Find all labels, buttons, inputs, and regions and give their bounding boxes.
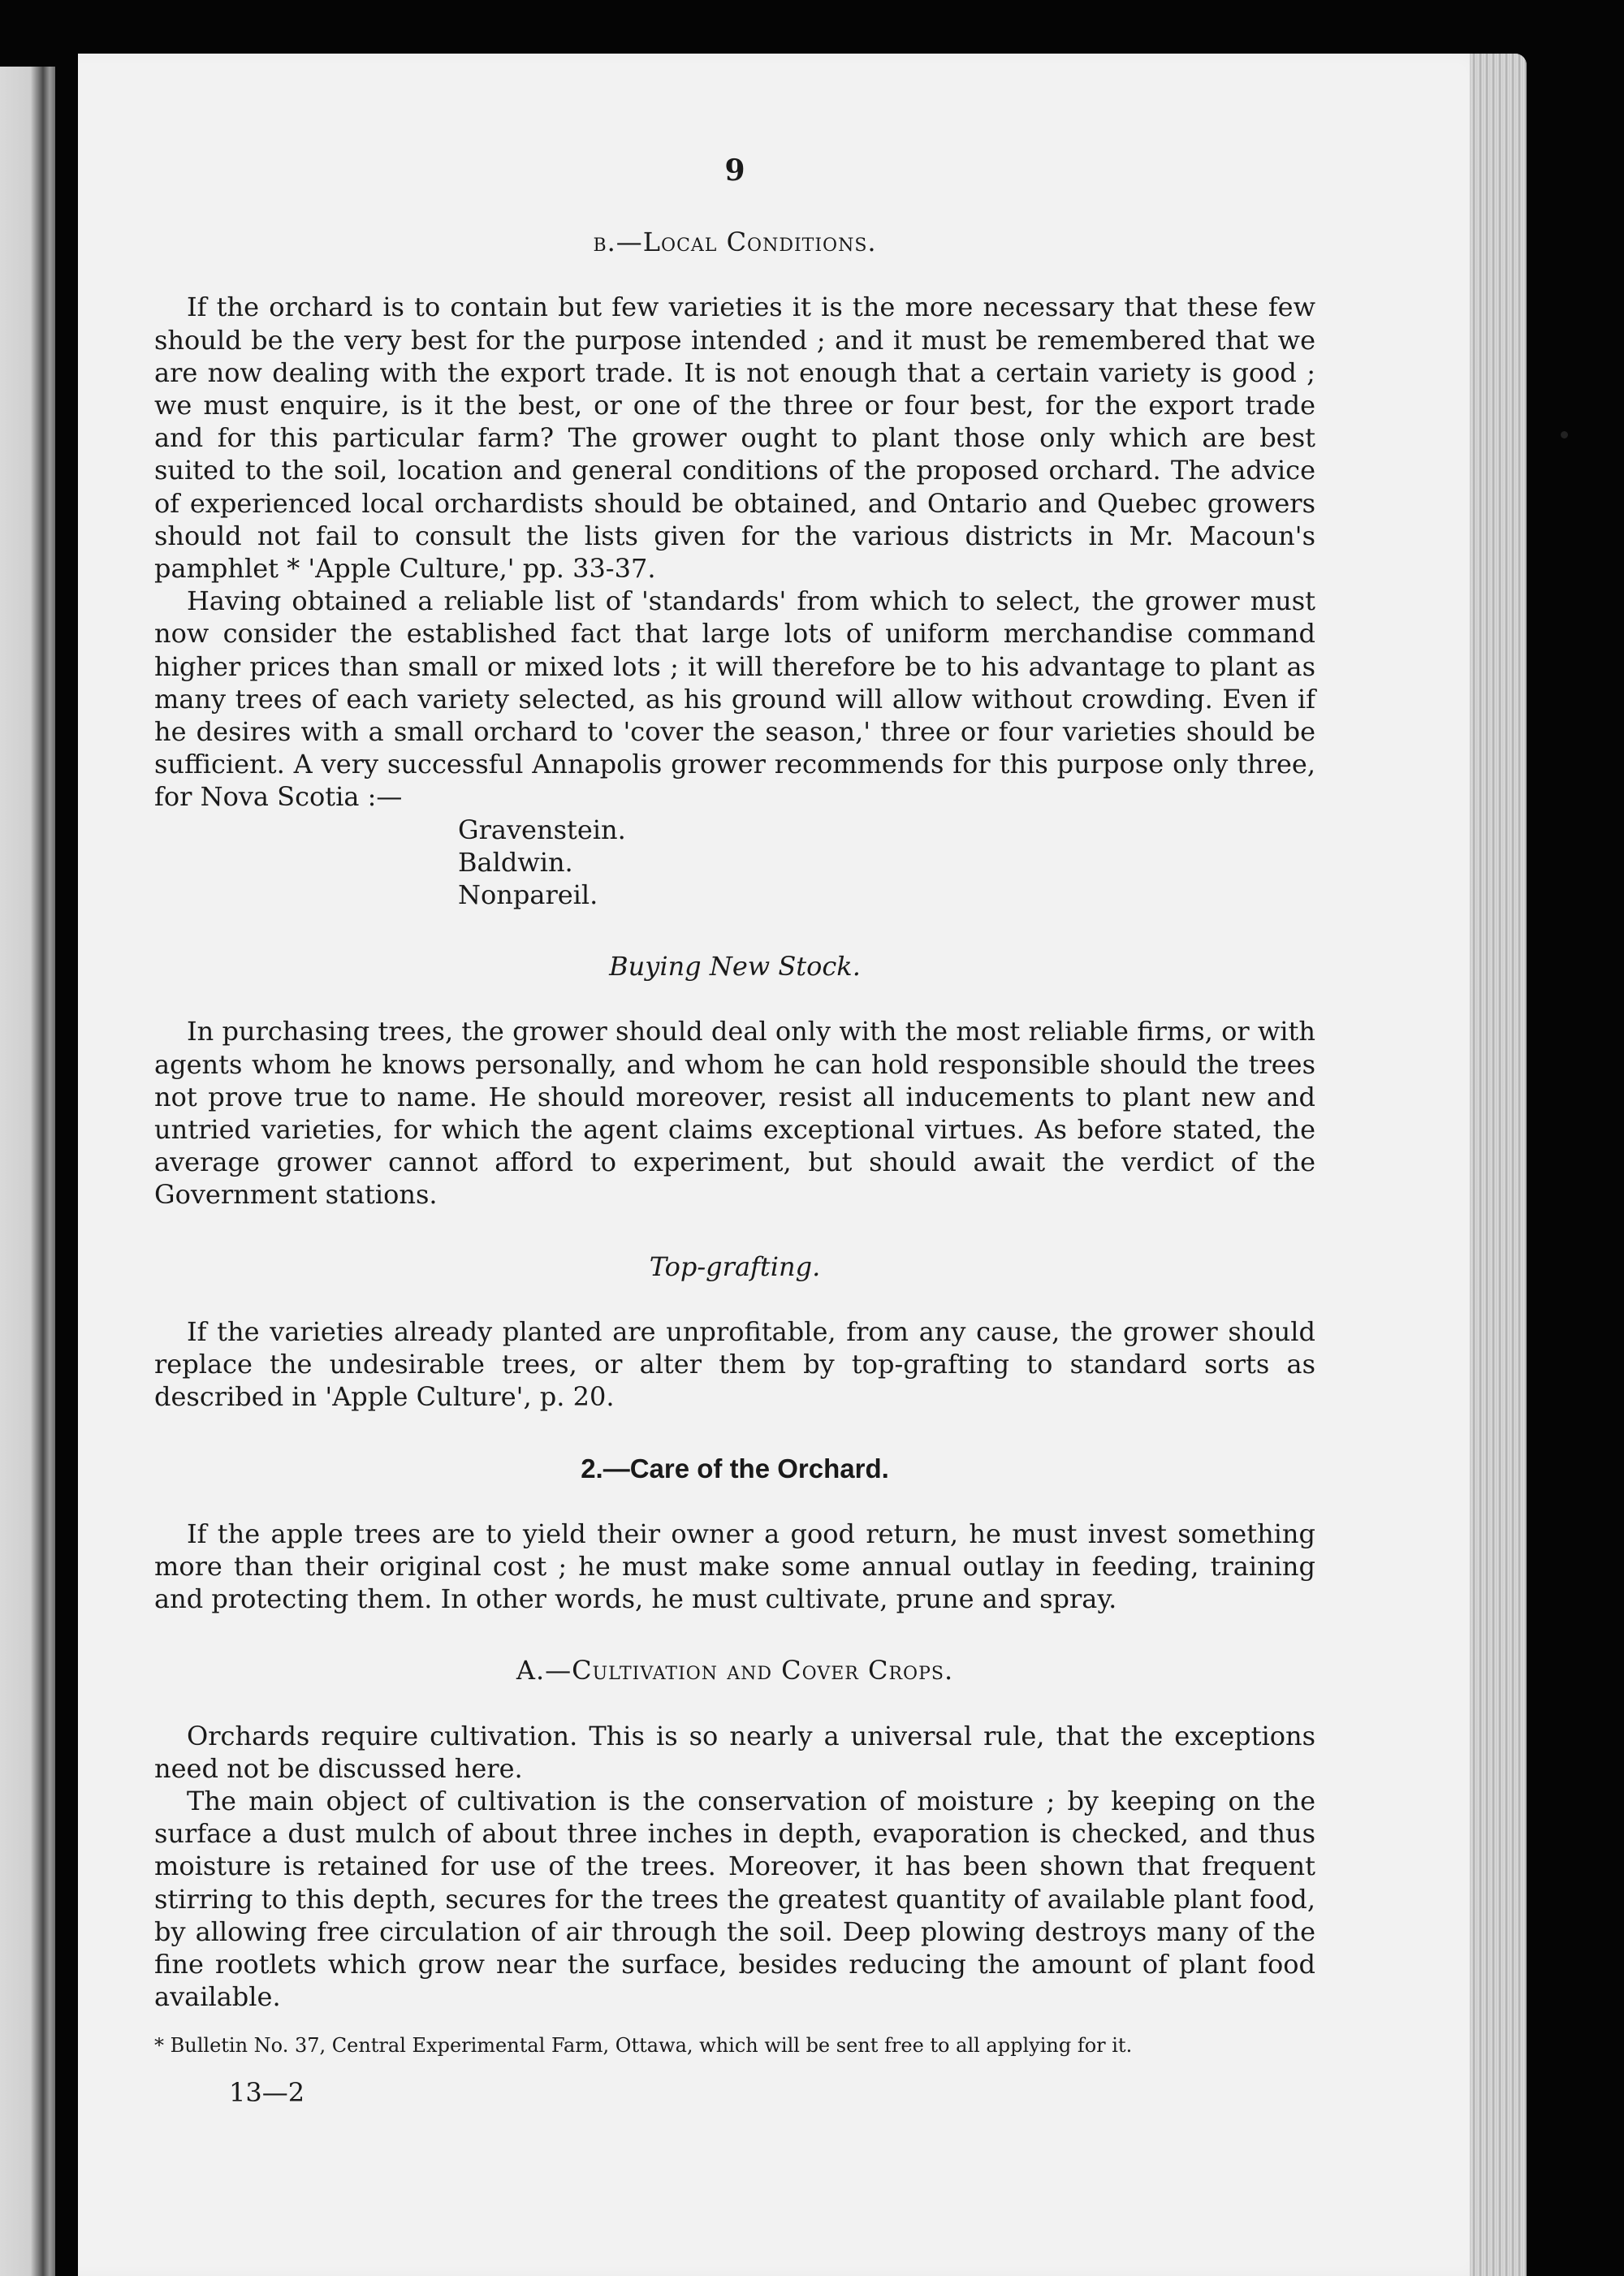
section-heading-local-conditions: b.—Local Conditions.	[593, 227, 877, 258]
paragraph-top-grafting: If the varieties already planted are unprofitable, from any cause, the grower should replace the undesirable trees, or alter them by top-grafting to standard sorts as described in 'Apple Culture', p. 20.	[154, 1315, 1315, 1413]
section-heading-buying-new-stock: Buying New Stock.	[609, 951, 861, 983]
ink-spot	[1561, 431, 1568, 438]
variety-list	[458, 814, 1315, 912]
variety-item: Gravenstein.	[458, 814, 626, 845]
page-content	[154, 154, 1315, 2013]
paragraph-cultivation-1: Orchards require cultivation. This is so nearly a universal rule, that the exceptions need not be discussed here.	[154, 1720, 1315, 1784]
section-heading-care-of-orchard: 2.—Care of the Orchard.	[581, 1453, 889, 1484]
variety-item: Nonpareil.	[458, 879, 598, 911]
paragraph-local-conditions-2: Having obtained a reliable list of 'standards' from which to select, the grower must now consider the established fact that large lots of uniform merchandise command higher prices than small or mixed lots ; it will therefore be to his advantage to plant as many trees of each variety selected, as his ground will allow without crowding. Even if he desires with a small orchard to 'cover the season,' three or four varieties should be sufficient. A very successful Annapolis grower recommends for this purpose only three, for Nova Scotia :—	[154, 585, 1315, 813]
paragraph-care-of-orchard: If the apple trees are to yield their owner a good return, he must invest something more than their original cost ; he must make some annual outlay in feeding, training and protecting them. In other words, he must cultivate, prune and spray.	[154, 1518, 1315, 1615]
paragraph-local-conditions-1: If the orchard is to contain but few varieties it is the more necessary that these few should be the very best for the purpose intended ; and it must be remembered that we are now dealing with the export trade. It is not enough that a certain variety is good ; we must enquire, is it the best, or one of the three or four best, for the export trade and for this particular farm? The grower ought to plant those only which are best suited to the soil, location and general conditions of the proposed orchard. The advice of experienced local orchardists should be obtained, and Ontario and Quebec growers should not fail to consult the lists given for the various districts in Mr. Macoun's pamphlet * 'Apple Culture,' pp. 33-37.	[154, 292, 1315, 585]
signature-mark: 13—2	[229, 2077, 305, 2108]
section-heading-top-grafting: Top-grafting.	[649, 1250, 821, 1282]
footnote: * Bulletin No. 37, Central Experimental Farm, Ottawa, which will be sent free to all applying for it.	[154, 2034, 1133, 2057]
page-stack-edge	[1470, 54, 1527, 2276]
paragraph-cultivation-2: The main object of cultivation is the conservation of moisture ; by keeping on the surface a dust mulch of about three inches in depth, evaporation is checked, and thus moisture is retained for use of the trees. Moreover, it has been shown that frequent stirring to this depth, secures for the trees the greatest quantity of available plant food, by allowing free circulation of air through the soil. Deep plowing destroys many of the fine rootlets which grow near the surface, besides reducing the amount of plant food available.	[154, 1785, 1315, 2013]
page-number: 9	[724, 153, 745, 188]
paragraph-buying-new-stock: In purchasing trees, the grower should deal only with the most reliable firms, or with agents whom he knows personally, and whom he can hold responsible should the trees not prove true to name. He should moreover, resist all inducements to plant new and untried varieties, for which the agent claims exceptional virtues. As before stated, the average grower cannot afford to experiment, but should await the verdict of the Government stations.	[154, 1016, 1315, 1211]
variety-item: Baldwin.	[458, 846, 573, 878]
section-heading-cultivation: A.—Cultivation and Cover Crops.	[516, 1655, 954, 1686]
left-page-edge	[0, 67, 55, 2276]
